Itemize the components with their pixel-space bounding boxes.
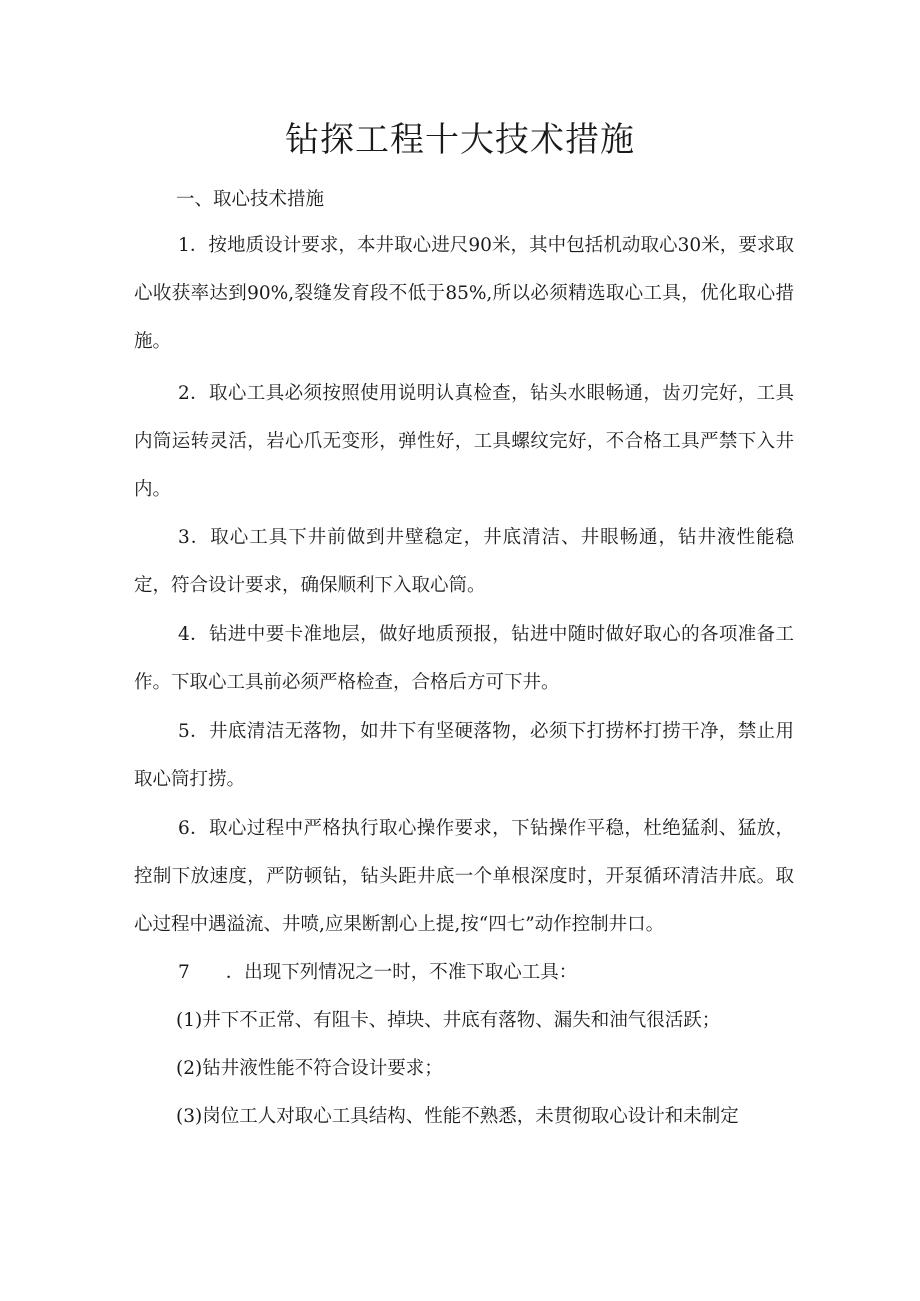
item-number: 3 (178, 527, 190, 548)
list-item (134, 370, 794, 514)
list-item (134, 514, 794, 610)
item-text: ．钻进中要卡准地层，做好地质预报，钻进中随时做好取心的各项准备工作。下取心工具前必须严格检查，合格后方可下井。 (134, 624, 794, 693)
item-number: 5 (178, 721, 190, 742)
item-number: 4 (178, 624, 190, 645)
item-number: 6 (178, 818, 190, 839)
item-text: ．取心工具必须按照使用说明认真检查，钻头水眼畅通，齿刃完好，工具内筒运转灵活，岩心爪无变形，弹性好，工具螺纹完好，不合格工具严禁下入井内。 (134, 383, 794, 500)
sub-list-item: (1)井下不正常、有阻卡、掉块、井底有落物、漏失和油气很活跃； (176, 1010, 721, 1031)
list-item (134, 222, 794, 366)
item-text: ．井底清洁无落物，如井下有坚硬落物，必须下打捞杯打捞干净，禁止用取心筒打捞。 (134, 721, 794, 790)
item-text: ．按地质设计要求，本井取心进尺90米，其中包括机动取心30米，要求取心收获率达到90%,裂缝发育段不低于85%,所以必须精选取心工具，优化取心措施。 (134, 235, 794, 352)
item-text: ．取心过程中严格执行取心操作要求，下钻操作平稳，杜绝猛刹、猛放，控制下放速度，严防顿钻，钻头距井底一个单根深度时，开泵循环清洁井底。取心过程中遇溢流、井喷,应果断割心上提,按“四七”动作控制井口。 (134, 818, 794, 935)
list-item (134, 611, 794, 707)
document-title: 钻探工程十大技术措施 (285, 120, 635, 160)
sub-list-item: (2)钻井液性能不符合设计要求； (176, 1058, 443, 1079)
item-number: 2 (178, 383, 190, 404)
list-item (134, 708, 794, 804)
list-item (178, 949, 577, 997)
list-item (134, 805, 794, 949)
item-text: ．取心工具下井前做到井壁稳定，井底清洁、井眼畅通，钻井液性能稳定，符合设计要求，确保顺利下入取心筒。 (134, 527, 794, 596)
section-heading: 一、取心技术措施 (176, 189, 325, 210)
item-number: 7 (178, 962, 190, 983)
sub-list-item: (3)岗位工人对取心工具结构、性能不熟悉，未贯彻取心设计和未制定 (176, 1106, 739, 1127)
item-number: 1 (178, 235, 190, 256)
item-text: ．出现下列情况之一时，不准下取心工具： (225, 962, 578, 983)
